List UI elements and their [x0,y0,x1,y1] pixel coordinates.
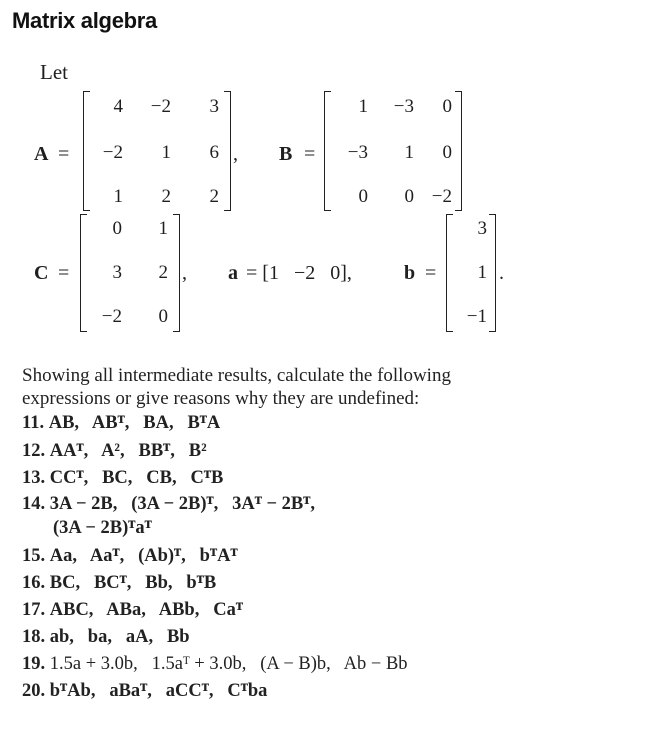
instruction-line: expressions or give reasons why they are undefined: [22,388,420,409]
problem-20 [22,681,267,702]
matrix-cell: 3 [477,218,487,239]
instruction-line: Showing all intermediate results, calculate the following [22,365,451,386]
problem-number: 17. [22,600,46,620]
matrix-b [324,91,462,211]
matrix-cell: 1 [113,186,123,207]
matrix-cell: 0 [358,186,368,207]
matrix-c-label: C [34,262,49,284]
problem-17 [22,600,243,621]
matrix-cell: −1 [466,306,487,327]
problem-15 [22,546,238,567]
matrix-cell: 0 [112,218,122,239]
vector-b-equals: = [425,262,437,284]
problem-text: bᵀAb, aBaᵀ, aCCᵀ, Cᵀba [49,681,268,701]
problem-text: CCᵀ, BC, CB, CᵀB [49,468,224,488]
matrix-cell: −2 [101,306,122,327]
matrix-cell: −2 [102,142,123,163]
problem-14 [22,494,315,515]
matrix-cell: 2 [209,186,219,207]
problem-text: Aa, Aaᵀ, (Ab)ᵀ, bᵀAᵀ [49,546,238,566]
comma: , [182,262,187,284]
problem-text: (3A − 2B)ᵀaᵀ [53,518,152,538]
problem-number: 16. [22,573,46,593]
problem-16 [22,573,216,594]
vector-b-label: b [404,262,416,284]
vector-a-label: a [228,262,238,284]
problem-text: AB, ABᵀ, BA, BᵀA [48,413,221,433]
period: . [499,262,504,284]
problem-12 [22,441,207,462]
matrix-c [80,214,180,332]
matrix-cell: −3 [393,96,414,117]
problem-19 [22,654,408,675]
problem-number: 20. [22,681,46,701]
matrix-cell: 6 [209,142,219,163]
problem-text: 3A − 2B, (3A − 2B)ᵀ, 3Aᵀ − 2Bᵀ, [49,494,316,514]
problem-14-continued [53,518,152,539]
problem-18 [22,627,190,648]
matrix-cell: −2 [150,96,171,117]
matrix-cell: 0 [404,186,414,207]
matrix-a [83,91,231,211]
problem-number: 19. [22,654,46,674]
matrix-cell: 2 [161,186,171,207]
matrix-b-equals: = [304,143,316,165]
problem-number: 13. [22,468,46,488]
problem-number: 15. [22,546,46,566]
problem-number: 12. [22,441,46,461]
comma: , [233,143,238,165]
matrix-cell: 3 [112,262,122,283]
matrix-cell: 1 [158,218,168,239]
matrix-cell: 1 [161,142,171,163]
matrix-c-equals: = [58,262,70,284]
matrix-cell: 1 [477,262,487,283]
matrix-cell: 0 [158,306,168,327]
problem-text: ab, ba, aA, Bb [49,627,190,647]
problem-13 [22,468,223,489]
problem-text: AAᵀ, A², BBᵀ, B² [49,441,207,461]
problem-text: BC, BCᵀ, Bb, bᵀB [49,573,217,593]
vector-b [446,214,496,332]
problem-number: 18. [22,627,46,647]
problem-text: ABC, ABa, ABb, Caᵀ [49,600,243,620]
matrix-cell: 3 [209,96,219,117]
matrix-a-label: A [34,143,49,165]
matrix-a-equals: = [58,143,70,165]
problem-number: 14. [22,494,46,514]
let-text: Let [40,60,68,84]
matrix-cell: 4 [113,96,123,117]
matrix-cell: 1 [358,96,368,117]
matrix-cell: 0 [442,142,452,163]
matrix-cell: 0 [442,96,452,117]
problem-number: 11. [22,413,45,433]
problem-11 [22,413,220,434]
problem-text: 1.5a + 3.0b, 1.5aᵀ + 3.0b, (A − B)b, Ab − Bb [49,654,408,674]
matrix-b-label: B [279,143,293,165]
vector-a-expression: = [1 −2 0], [246,262,352,284]
matrix-cell: 2 [158,262,168,283]
matrix-cell: −2 [431,186,452,207]
matrix-cell: 1 [404,142,414,163]
page-title: Matrix algebra [12,8,157,33]
matrix-cell: −3 [347,142,368,163]
